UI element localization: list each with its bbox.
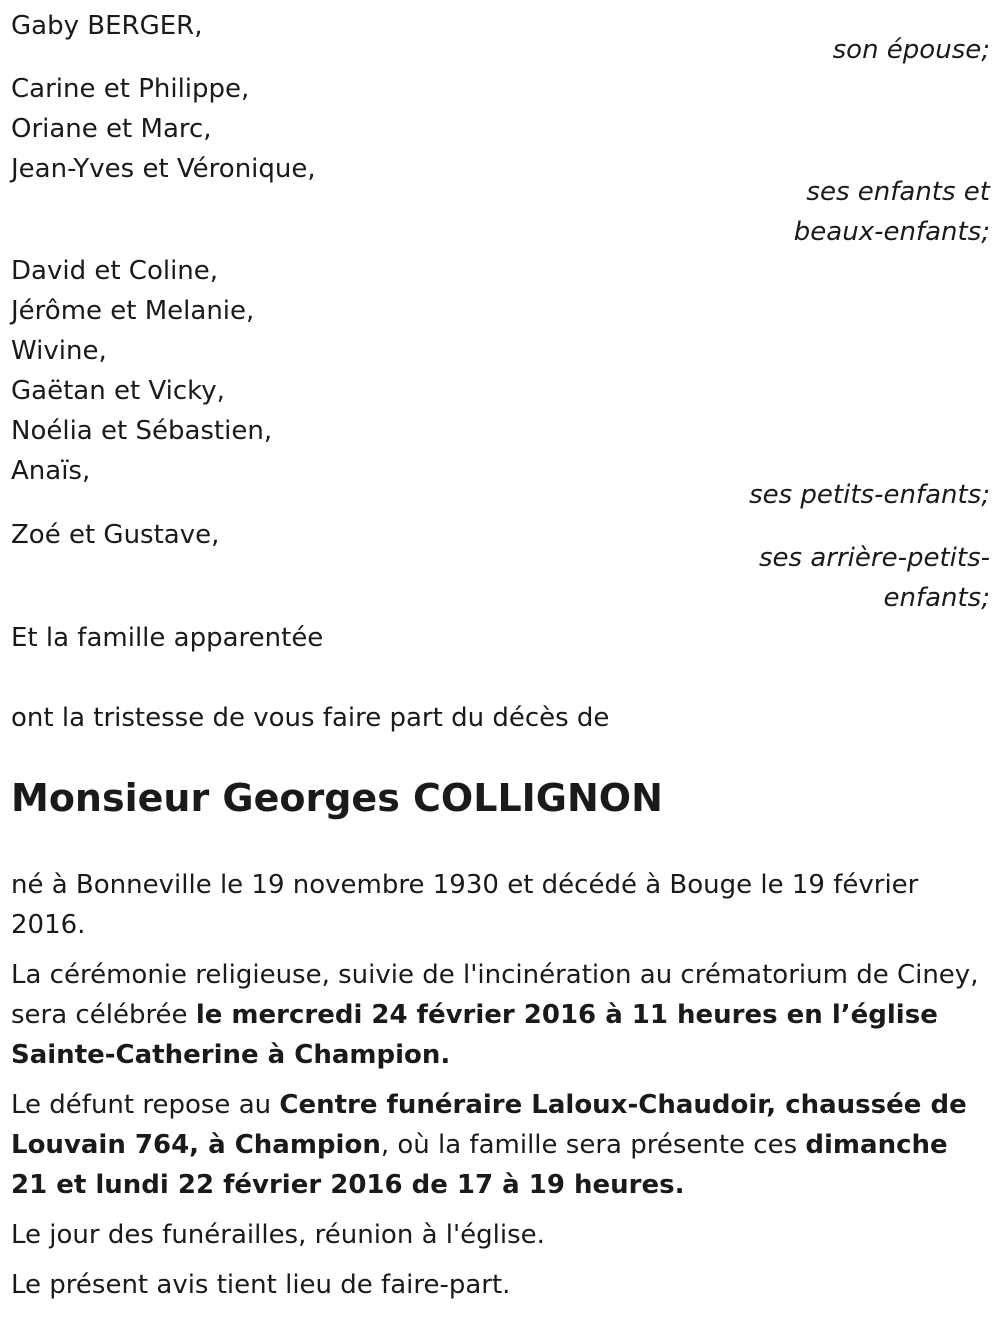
extended-family-block	[11, 618, 990, 658]
deceased-block	[11, 772, 990, 824]
repose-text: Le défunt repose au	[11, 1090, 280, 1120]
ceremony-details: le mercredi 24 février 2016 à 11 heures en l’église Sainte-Catherine à Champion.	[11, 1000, 938, 1070]
spouse-relation	[11, 30, 990, 70]
family-member: Noélia et Sébastien,	[11, 416, 273, 446]
relation-label: son épouse;	[832, 35, 990, 65]
relation-label: ses petits-enfants;	[749, 480, 990, 510]
relation-label: ses enfants et	[806, 177, 990, 207]
funeral-day-paragraph	[11, 1215, 936, 1255]
family-member: David et Coline,	[11, 256, 219, 286]
visiting-hours: dimanche 21 et lundi 22 février 2016 de 17 à 19 heures.	[11, 1130, 948, 1200]
relation-label: ses arrière-petits-	[759, 543, 990, 573]
family-member: Zoé et Gustave,	[11, 520, 220, 550]
birth-death-text: né à Bonneville le 19 novembre 1930 et décédé à Bouge le 19 février 2016.	[11, 870, 919, 940]
grandchildren-relation	[11, 475, 990, 515]
notice-text: Le présent avis tient lieu de faire-part.	[11, 1270, 511, 1300]
grandchildren-block	[11, 251, 990, 491]
children-block	[11, 69, 990, 189]
family-member: Jérôme et Melanie,	[11, 296, 255, 326]
family-member: Anaïs,	[11, 456, 91, 486]
repose-location: Centre funéraire Laloux-Chaudoir, chaussée de Louvain 764, à Champion	[11, 1090, 967, 1160]
details-block	[11, 865, 979, 1305]
birth-death-paragraph	[11, 865, 936, 945]
announcement-block	[11, 698, 990, 738]
notice-paragraph	[11, 1265, 936, 1305]
children-relation	[11, 172, 990, 252]
family-member: Gaëtan et Vicky,	[11, 376, 225, 406]
relation-label: beaux-enfants;	[793, 217, 990, 247]
repose-paragraph	[11, 1085, 971, 1205]
spouse-name: Gaby BERGER,	[11, 11, 203, 41]
great-grandchildren-relation	[11, 538, 990, 618]
family-member: Carine et Philippe,	[11, 74, 250, 104]
family-member: Jean-Yves et Véronique,	[11, 154, 316, 184]
repose-text-2: , où la famille sera présente ces	[380, 1130, 806, 1160]
ceremony-text: La cérémonie religieuse, suivie de l'incinération au crématorium de Ciney, sera célébrée	[11, 960, 979, 1030]
relation-label: enfants;	[883, 583, 990, 613]
family-member: Oriane et Marc,	[11, 114, 212, 144]
family-member: Wivine,	[11, 336, 107, 366]
announcement: ont la tristesse de vous faire part du décès de	[11, 703, 610, 733]
ceremony-paragraph	[11, 955, 981, 1075]
extended-family: Et la famille apparentée	[11, 623, 324, 653]
deceased-name: Monsieur Georges COLLIGNON	[11, 776, 663, 820]
funeral-day-text: Le jour des funérailles, réunion à l'église.	[11, 1220, 545, 1250]
